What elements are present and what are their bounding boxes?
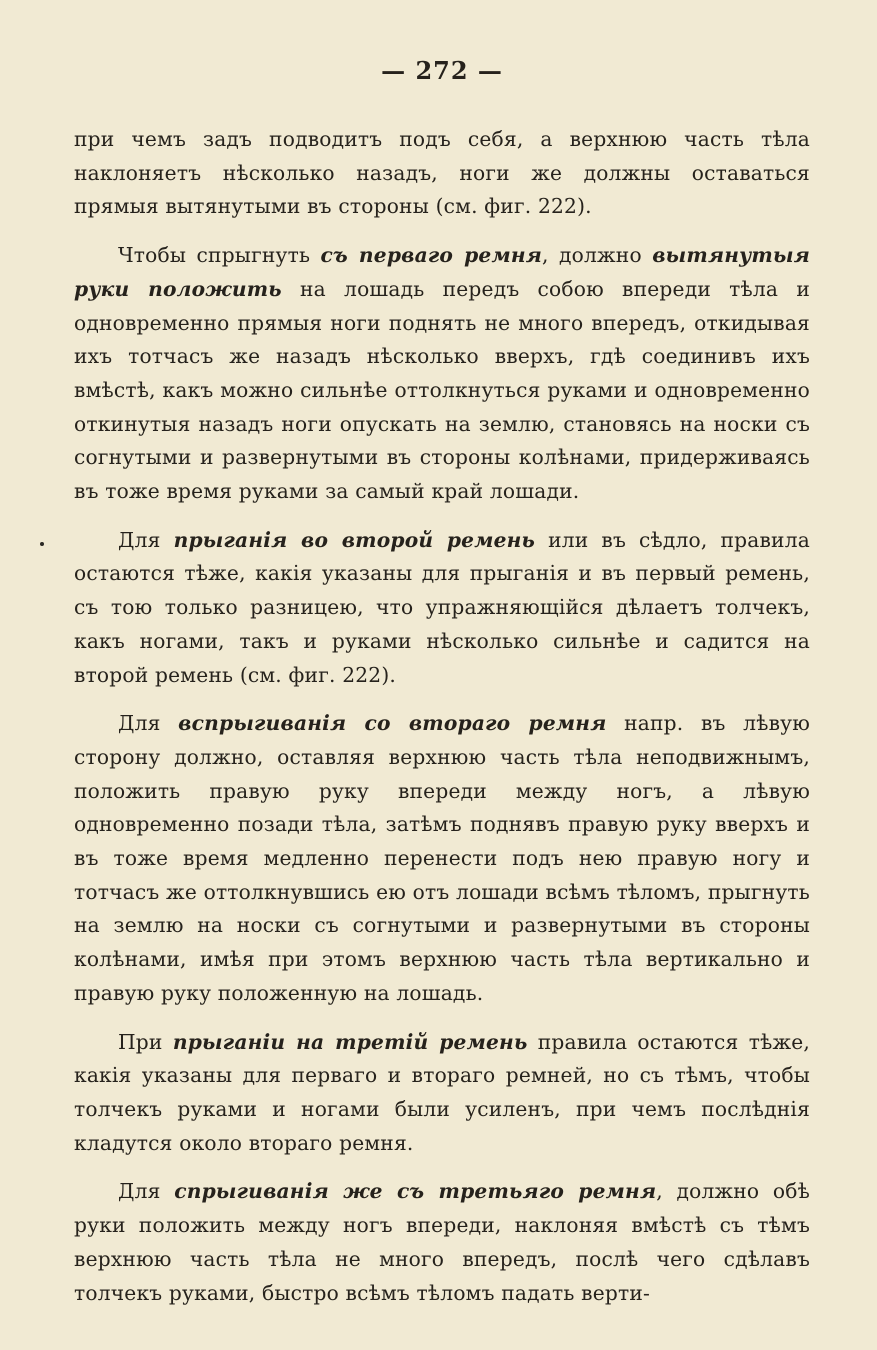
paragraph-text: на лошадь передъ собою впереди тѣла и одновременно прямыя ноги поднять не много впередъ, откидывая ихъ тотчасъ же назадъ нѣсколько вверхъ, гдѣ соединивъ ихъ вмѣстѣ, какъ можно сильнѣе оттолкнуться руками и одновременно откинутыя назадъ ноги опускать на землю, становясь на носки съ согнутыми и развернутыми въ стороны колѣнами, придерживаясь въ тоже время руками за самый край лошади. <box>74 276 810 504</box>
emphasized-term: спрыгиванія же съ третьяго ремня <box>174 1179 657 1204</box>
paragraph-text: Для <box>118 711 179 736</box>
book-page <box>74 56 810 1325</box>
paragraph-text: При <box>118 1029 173 1054</box>
paragraph <box>74 1026 810 1161</box>
emphasized-term: съ перваго ремня <box>320 243 543 268</box>
paragraph <box>74 123 810 224</box>
paragraph-text: Для <box>118 1179 175 1204</box>
paragraph-text: , должно обѣ руки положить между ногъ впереди, наклоняя вмѣстѣ съ тѣмъ верхнюю часть тѣла не много впередъ, послѣ чего сдѣлавъ толчекъ руками, быстро всѣмъ тѣломъ падать верти- <box>74 1179 810 1305</box>
paragraph-text: правила остаются тѣже, какія указаны для перваго и втораго ремней, но съ тѣмъ, чтобы толчекъ руками и ногами были усиленъ, при чемъ послѣднія кладутся около втораго ремня. <box>74 1029 811 1155</box>
page-number: — 272 — <box>381 56 503 85</box>
body-text <box>74 123 810 1310</box>
emphasized-term: прыганія во второй ремень <box>173 527 536 552</box>
paragraph <box>74 1175 810 1310</box>
paragraph <box>74 524 810 693</box>
paragraph-text: , должно <box>542 243 653 268</box>
paragraph-text: при чемъ задъ подводитъ подъ себя, а верхнюю часть тѣла наклоняетъ нѣсколько назадъ, ноги же должны оставаться прямыя вытянутыми въ стороны (см. фиг. 222). <box>74 127 810 219</box>
emphasized-term: вытянутыя руки положить <box>74 243 810 301</box>
paragraph-text: напр. въ лѣвую сторону должно, оставляя верхнюю часть тѣла неподвижнымъ, положить правую руку впереди между ногъ, а лѣвую одновременно позади тѣла, затѣмъ поднявъ правую руку вверхъ и въ тоже время медленно перенести подъ нею правую ногу и тотчасъ же оттолкнувшись ею отъ лошади всѣмъ тѣломъ, прыгнуть на землю на носки съ согнутыми и развернутыми въ стороны колѣнами, имѣя при этомъ верхнюю часть тѣла вертикально и правую руку положенную на лошадь. <box>74 711 810 1005</box>
paragraph-text: или въ сѣдло, правила остаются тѣже, какія указаны для прыганія и въ первый ремень, съ тою только разницею, что упражняющійся дѣлаетъ толчекъ, какъ ногами, такъ и руками нѣсколько сильнѣе и садится на второй ремень (см. фиг. 222). <box>74 527 810 687</box>
paragraph <box>74 707 810 1010</box>
emphasized-term: вспрыгиванія со втораго ремня <box>178 711 607 736</box>
emphasized-term: прыганіи на третій ремень <box>172 1029 528 1054</box>
paragraph <box>74 239 810 509</box>
paragraph-text: Чтобы спрыгнуть <box>118 243 321 268</box>
paragraph-text: Для <box>118 527 174 552</box>
ink-speck <box>40 542 44 546</box>
